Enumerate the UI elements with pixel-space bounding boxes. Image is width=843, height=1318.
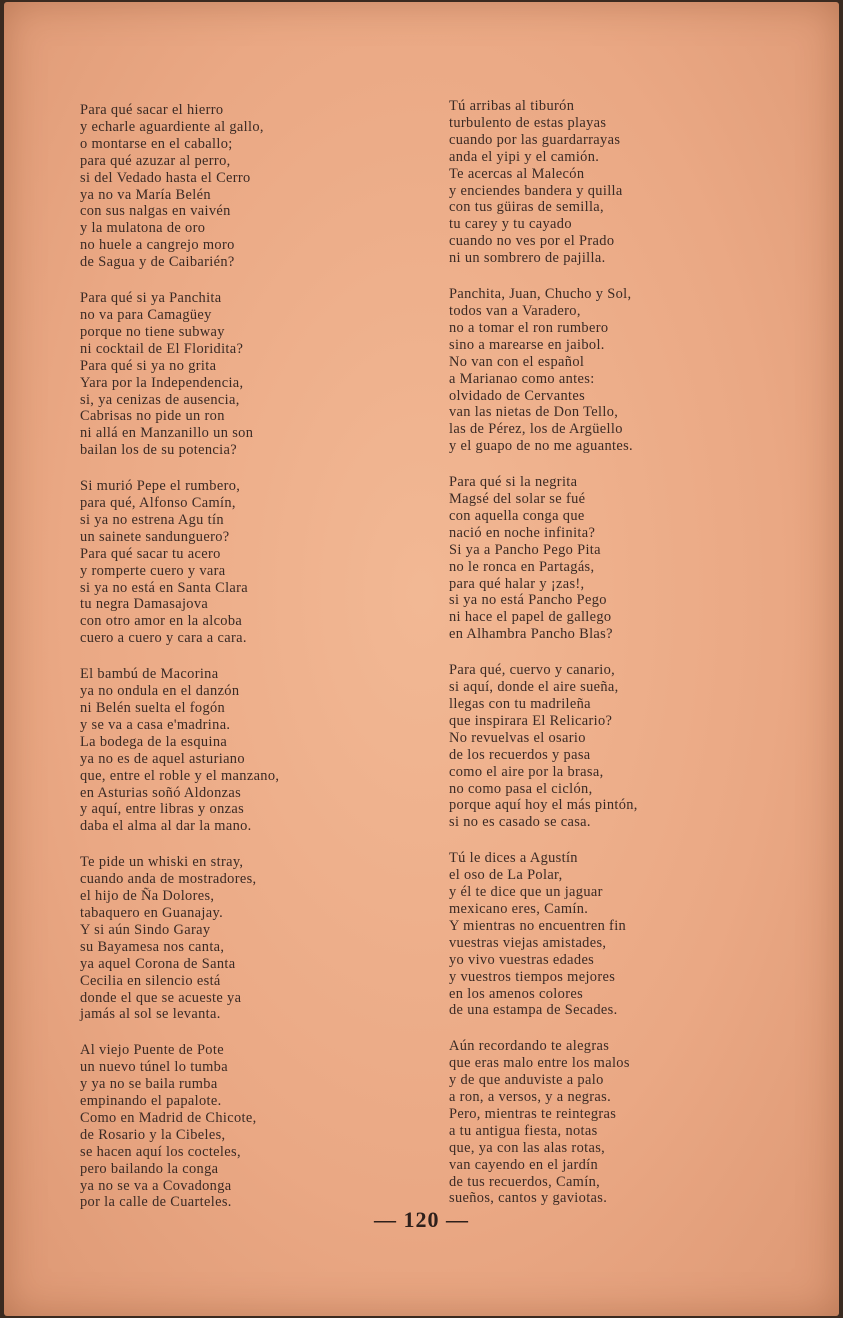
verse-line: Te acercas al Malecón [449, 165, 585, 182]
verse-line: ni allá en Manzanillo un son [80, 425, 254, 442]
verse-line: y romperte cuero y vara [80, 562, 226, 579]
verse-line: sino a marearse en jaibol. [449, 336, 605, 353]
verse-line: van cayendo en el jardín [449, 1156, 599, 1173]
verse-line: ni hace el papel de gallego [449, 609, 612, 626]
verse-line: con otro amor en la alcoba [80, 613, 243, 630]
verse-line: Si murió Pepe el rumbero, [80, 478, 241, 495]
stanza [449, 286, 794, 455]
stanza [449, 1038, 794, 1207]
verse-line: de Rosario y la Cibeles, [80, 1126, 226, 1143]
verse-line: nació en noche infinita? [449, 524, 596, 541]
verse-line: El bambú de Macorina [80, 666, 219, 683]
stanza [449, 98, 794, 267]
verse-line: y él te dice que un jaguar [449, 884, 603, 901]
verse-line: a Marianao como antes: [449, 370, 595, 387]
verse-line: Para qué sacar tu acero [80, 545, 221, 562]
verse-line: si no es casado se casa. [449, 814, 591, 831]
verse-line: llegas con tu madrileña [449, 696, 591, 712]
stanza [80, 478, 420, 647]
verse-line: y de que anduviste a palo [449, 1072, 604, 1089]
verse-line: Tú le dices a Agustín [449, 850, 578, 867]
verse-line: ya no ondula en el danzón [80, 683, 240, 700]
verse-line: su Bayamesa nos canta, [80, 938, 225, 955]
verse-line: y echarle aguardiente al gallo, [80, 118, 264, 135]
verse-line: y vuestros tiempos mejores [449, 968, 616, 985]
verse-line: Para qué, cuervo y canario, [449, 662, 616, 679]
verse-line: turbulento de estas playas [449, 114, 607, 131]
verse-line: Cabrisas no pide un ron [80, 408, 225, 425]
verse-line: Y si aún Sindo Garay [80, 921, 211, 938]
verse-line: cuero a cuero y cara a cara. [80, 630, 247, 647]
verse-line: si aquí, donde el aire sueña, [449, 679, 619, 696]
verse-line: o montarse en el caballo; [80, 135, 233, 152]
verse-line: Aún recordando te alegras [449, 1038, 610, 1055]
verse-line: Magsé del solar se fué [449, 491, 586, 508]
verse-line: vuestras viejas amistades, [449, 934, 607, 951]
verse-line: cuando no ves por el Prado [449, 233, 615, 250]
verse-line: No revuelvas el osario [449, 729, 586, 746]
verse-line: Para qué si ya Panchita [80, 290, 222, 307]
verse-line: de tus recuerdos, Camín, [449, 1173, 601, 1190]
verse-line: ya no va María Belén [80, 186, 211, 203]
stanza [449, 850, 794, 1019]
verse-line: cuando por las guardarrayas [449, 131, 621, 148]
verse-line: un sainete sandunguero? [80, 528, 230, 545]
verse-line: ya aquel Corona de Santa [80, 955, 236, 972]
verse-line: con aquella conga que [449, 507, 585, 524]
verse-line: como el aire por la brasa, [449, 763, 604, 780]
stanza [80, 1042, 420, 1211]
stanza [449, 474, 794, 643]
verse-line: y ya no se baila rumba [80, 1076, 218, 1093]
stanza [449, 662, 794, 831]
verse-line: No van con el español [449, 353, 585, 370]
verse-line: a ron, a versos, y a negras. [449, 1089, 612, 1106]
verse-line: se hacen aquí los cocteles, [80, 1143, 241, 1160]
verse-line: donde el que se acueste ya [80, 989, 242, 1006]
verse-line: Yara por la Independencia, [80, 374, 244, 391]
verse-line: Si ya a Pancho Pego Pita [449, 541, 601, 558]
verse-line: Tú arribas al tiburón [449, 98, 575, 114]
verse-line: empinando el papalote. [80, 1093, 222, 1110]
right-column [449, 98, 794, 1226]
verse-line: Pero, mientras te reintegras [449, 1105, 617, 1122]
verse-line: ni cocktail de El Floridita? [80, 340, 244, 357]
verse-line: sueños, cantos y gaviotas. [449, 1190, 608, 1207]
verse-line: Cecilia en silencio está [80, 972, 221, 989]
verse-line: pero bailando la conga [80, 1160, 219, 1177]
verse-line: y se va a casa e'madrina. [80, 716, 231, 733]
verse-line: porque aquí hoy el más pintón, [449, 797, 638, 814]
verse-line: todos van a Varadero, [449, 302, 581, 319]
verse-line: Para qué si ya no grita [80, 357, 217, 374]
verse-line: si ya no está en Santa Clara [80, 579, 249, 596]
verse-line: a tu antigua fiesta, notas [449, 1122, 598, 1139]
verse-line: ni Belén suelta el fogón [80, 700, 226, 716]
page-number: — 120 — [374, 1207, 469, 1232]
verse-line: no le ronca en Partagás, [449, 558, 595, 575]
verse-line: Te pide un whiski en stray, [80, 854, 244, 871]
verse-line: olvidado de Cervantes [449, 387, 586, 404]
verse-line: ni un sombrero de pajilla. [449, 250, 606, 267]
verse-line: en los amenos colores [449, 985, 584, 1002]
verse-line: por la calle de Cuarteles. [80, 1194, 232, 1211]
verse-line: y el guapo de no me aguantes. [449, 438, 633, 455]
verse-line: no va para Camagüey [80, 306, 212, 323]
verse-line: para qué, Alfonso Camín, [80, 495, 236, 512]
verse-line: Para qué si la negrita [449, 474, 578, 491]
verse-line: daba el alma al dar la mano. [80, 818, 252, 835]
verse-line: con sus nalgas en vaivén [80, 203, 231, 220]
verse-line: no huele a cangrejo moro [80, 237, 235, 254]
stanza [80, 290, 420, 459]
verse-line: que eras malo entre los malos [449, 1055, 630, 1072]
verse-line: La bodega de la esquina [80, 733, 228, 750]
verse-line: Para qué sacar el hierro [80, 102, 224, 118]
verse-line: Como en Madrid de Chicote, [80, 1109, 257, 1126]
verse-line: el oso de La Polar, [449, 867, 563, 884]
verse-line: que, entre el roble y el manzano, [80, 767, 280, 784]
verse-line: Al viejo Puente de Pote [80, 1042, 224, 1059]
verse-line: con tus güiras de semilla, [449, 199, 604, 216]
verse-line: no como pasa el ciclón, [449, 780, 593, 797]
book-page [4, 2, 839, 1316]
verse-line: tabaquero en Guanajay. [80, 904, 224, 921]
verse-line: un nuevo túnel lo tumba [80, 1059, 228, 1076]
verse-line: en Alhambra Pancho Blas? [449, 626, 613, 643]
verse-line: en Asturias soñó Aldonzas [80, 784, 242, 801]
stanza [80, 666, 420, 835]
verse-line: no a tomar el ron rumbero [449, 319, 609, 336]
verse-line: que, ya con las alas rotas, [449, 1139, 606, 1156]
verse-line: anda el yipi y el camión. [449, 148, 600, 165]
verse-line: Panchita, Juan, Chucho y Sol, [449, 286, 632, 303]
verse-line: que inspirara El Relicario? [449, 712, 613, 729]
verse-line: ya no es de aquel asturiano [80, 750, 245, 767]
left-column [80, 102, 420, 1230]
verse-line: el hijo de Ña Dolores, [80, 888, 215, 905]
verse-line: y la mulatona de oro [80, 220, 206, 237]
verse-line: porque no tiene subway [80, 323, 225, 340]
verse-line: si, ya cenizas de ausencia, [80, 391, 240, 408]
verse-line: si del Vedado hasta el Cerro [80, 169, 251, 186]
verse-line: jamás al sol se levanta. [80, 1006, 221, 1023]
verse-line: si ya no está Pancho Pego [449, 592, 607, 609]
verse-line: tu negra Damasajova [80, 596, 209, 613]
verse-line: para qué halar y ¡zas!, [449, 575, 585, 592]
verse-line: van las nietas de Don Tello, [449, 404, 619, 421]
verse-line: Y mientras no encuentren fin [449, 917, 627, 934]
verse-line: mexicano eres, Camín. [449, 900, 589, 917]
verse-line: tu carey y tu cayado [449, 216, 572, 233]
stanza [80, 102, 420, 271]
verse-line: de una estampa de Secades. [449, 1002, 618, 1019]
verse-line: para qué azuzar al perro, [80, 152, 231, 169]
stanza [80, 854, 420, 1023]
verse-line: ya no se va a Covadonga [80, 1177, 232, 1194]
verse-line: las de Pérez, los de Argüello [449, 421, 623, 438]
verse-line: de los recuerdos y pasa [449, 746, 591, 763]
verse-line: y aquí, entre libras y onzas [80, 801, 245, 818]
verse-line: cuando anda de mostradores, [80, 871, 257, 888]
verse-line: si ya no estrena Agu tín [80, 511, 224, 528]
verse-line: yo vivo vuestras edades [449, 951, 595, 968]
verse-line: de Sagua y de Caibarién? [80, 254, 235, 271]
verse-line: y enciendes bandera y quilla [449, 182, 623, 199]
verse-line: bailan los de su potencia? [80, 442, 237, 459]
